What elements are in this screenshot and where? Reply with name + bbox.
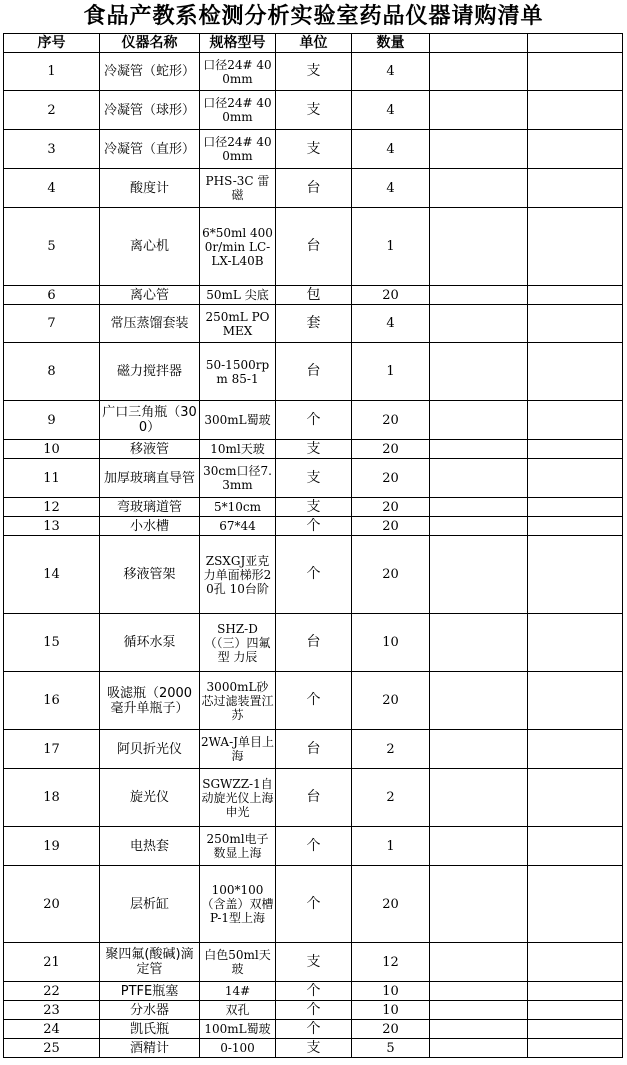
- cell-name: 广口三角瓶（300）: [100, 401, 200, 440]
- cell-qty: 20: [352, 517, 430, 536]
- cell-no: 1: [4, 53, 100, 91]
- cell-unit: 支: [276, 130, 352, 169]
- cell-blank: [430, 305, 528, 343]
- cell-name: 弯玻璃道管: [100, 498, 200, 517]
- table-row: [4, 730, 623, 769]
- cell-blank: [528, 305, 623, 343]
- cell-unit: 支: [276, 459, 352, 498]
- cell-qty: 20: [352, 459, 430, 498]
- cell-name: PTFE瓶塞: [100, 982, 200, 1001]
- cell-blank: [430, 672, 528, 730]
- cell-qty: 1: [352, 208, 430, 286]
- cell-spec: 2WA-J单目上海: [200, 730, 276, 769]
- cell-name: 循环水泵: [100, 614, 200, 672]
- cell-unit: 个: [276, 1001, 352, 1020]
- cell-blank: [528, 982, 623, 1001]
- table-row: [4, 517, 623, 536]
- purchase-table: [3, 33, 623, 1058]
- cell-blank: [430, 401, 528, 440]
- cell-no: 6: [4, 286, 100, 305]
- header-blank: [430, 34, 528, 53]
- cell-blank: [528, 1020, 623, 1039]
- cell-blank: [430, 1001, 528, 1020]
- cell-no: 24: [4, 1020, 100, 1039]
- page-title: 食品产教系检测分析实验室药品仪器请购清单: [83, 4, 544, 29]
- cell-qty: 20: [352, 866, 430, 943]
- cell-blank: [430, 91, 528, 130]
- cell-unit: 个: [276, 982, 352, 1001]
- cell-spec: PHS-3C 雷磁: [200, 169, 276, 208]
- cell-qty: 20: [352, 536, 430, 614]
- cell-blank: [430, 169, 528, 208]
- cell-spec: 250mL POMEX: [200, 305, 276, 343]
- cell-spec: 口径24# 400mm: [200, 91, 276, 130]
- cell-blank: [528, 866, 623, 943]
- cell-name: 酒精计: [100, 1039, 200, 1058]
- cell-no: 17: [4, 730, 100, 769]
- cell-no: 9: [4, 401, 100, 440]
- cell-blank: [528, 91, 623, 130]
- cell-no: 16: [4, 672, 100, 730]
- cell-spec: 50-1500rpm 85-1: [200, 343, 276, 401]
- cell-qty: 10: [352, 982, 430, 1001]
- cell-blank: [528, 536, 623, 614]
- cell-unit: 台: [276, 169, 352, 208]
- cell-qty: 10: [352, 1001, 430, 1020]
- cell-spec: 250ml电子数显上海: [200, 827, 276, 866]
- cell-no: 5: [4, 208, 100, 286]
- table-row: [4, 866, 623, 943]
- cell-blank: [528, 498, 623, 517]
- cell-blank: [528, 827, 623, 866]
- cell-spec: 5*10cm: [200, 498, 276, 517]
- header-qty: 数量: [352, 34, 430, 53]
- cell-spec: 14#: [200, 982, 276, 1001]
- cell-blank: [430, 440, 528, 459]
- cell-unit: 支: [276, 943, 352, 982]
- header-no: 序号: [4, 34, 100, 53]
- cell-name: 阿贝折光仪: [100, 730, 200, 769]
- cell-spec: 67*44: [200, 517, 276, 536]
- cell-blank: [430, 208, 528, 286]
- cell-qty: 10: [352, 614, 430, 672]
- cell-blank: [528, 517, 623, 536]
- cell-blank: [430, 827, 528, 866]
- cell-name: 冷凝管（蛇形）: [100, 53, 200, 91]
- cell-blank: [430, 498, 528, 517]
- cell-blank: [430, 1039, 528, 1058]
- cell-blank: [528, 459, 623, 498]
- cell-spec: 白色50ml天玻: [200, 943, 276, 982]
- cell-spec: 双孔: [200, 1001, 276, 1020]
- cell-unit: 支: [276, 440, 352, 459]
- cell-unit: 包: [276, 286, 352, 305]
- cell-no: 15: [4, 614, 100, 672]
- cell-no: 3: [4, 130, 100, 169]
- cell-spec: 50mL 尖底: [200, 286, 276, 305]
- table-row: [4, 769, 623, 827]
- header-spec: 规格型号: [200, 34, 276, 53]
- cell-no: 22: [4, 982, 100, 1001]
- cell-spec: 100mL蜀玻: [200, 1020, 276, 1039]
- table-row: [4, 305, 623, 343]
- cell-unit: 台: [276, 614, 352, 672]
- cell-qty: 2: [352, 769, 430, 827]
- cell-blank: [528, 169, 623, 208]
- cell-blank: [430, 130, 528, 169]
- table-row: [4, 343, 623, 401]
- table-row: [4, 169, 623, 208]
- cell-unit: 台: [276, 769, 352, 827]
- cell-name: 加厚玻璃直导管: [100, 459, 200, 498]
- table-row: [4, 286, 623, 305]
- cell-no: 20: [4, 866, 100, 943]
- cell-blank: [528, 401, 623, 440]
- cell-unit: 个: [276, 827, 352, 866]
- cell-blank: [430, 53, 528, 91]
- table-row: [4, 614, 623, 672]
- cell-spec: 口径24# 400mm: [200, 53, 276, 91]
- cell-blank: [430, 982, 528, 1001]
- cell-spec: 3000mL砂芯过滤装置江苏: [200, 672, 276, 730]
- cell-unit: 支: [276, 498, 352, 517]
- cell-qty: 1: [352, 343, 430, 401]
- cell-name: 小水槽: [100, 517, 200, 536]
- cell-no: 4: [4, 169, 100, 208]
- cell-name: 冷凝管（球形）: [100, 91, 200, 130]
- table-row: [4, 53, 623, 91]
- cell-unit: 台: [276, 730, 352, 769]
- table-row: [4, 440, 623, 459]
- cell-blank: [528, 1001, 623, 1020]
- table-row: [4, 672, 623, 730]
- cell-no: 7: [4, 305, 100, 343]
- cell-blank: [528, 1039, 623, 1058]
- header-blank: [528, 34, 623, 53]
- cell-blank: [528, 730, 623, 769]
- cell-spec: 300mL蜀玻: [200, 401, 276, 440]
- cell-qty: 4: [352, 130, 430, 169]
- cell-spec: 30cm口径7.3mm: [200, 459, 276, 498]
- cell-blank: [430, 459, 528, 498]
- cell-qty: 20: [352, 498, 430, 517]
- cell-no: 19: [4, 827, 100, 866]
- cell-blank: [528, 286, 623, 305]
- cell-spec: SHZ-D（（三）四氟型 力辰: [200, 614, 276, 672]
- cell-name: 旋光仪: [100, 769, 200, 827]
- cell-unit: 个: [276, 517, 352, 536]
- cell-qty: 4: [352, 53, 430, 91]
- cell-no: 23: [4, 1001, 100, 1020]
- cell-qty: 20: [352, 286, 430, 305]
- header-name: 仪器名称: [100, 34, 200, 53]
- cell-unit: 支: [276, 91, 352, 130]
- cell-name: 凯氏瓶: [100, 1020, 200, 1039]
- table-row: [4, 401, 623, 440]
- cell-no: 13: [4, 517, 100, 536]
- cell-qty: 20: [352, 1020, 430, 1039]
- cell-no: 8: [4, 343, 100, 401]
- cell-name: 常压蒸馏套装: [100, 305, 200, 343]
- cell-name: 电热套: [100, 827, 200, 866]
- cell-name: 冷凝管（直形）: [100, 130, 200, 169]
- cell-unit: 个: [276, 866, 352, 943]
- table-row: [4, 208, 623, 286]
- table-row: [4, 1001, 623, 1020]
- cell-no: 10: [4, 440, 100, 459]
- table-row: [4, 130, 623, 169]
- cell-blank: [430, 343, 528, 401]
- cell-blank: [430, 730, 528, 769]
- cell-qty: 1: [352, 827, 430, 866]
- cell-no: 12: [4, 498, 100, 517]
- header-unit: 单位: [276, 34, 352, 53]
- cell-name: 磁力搅拌器: [100, 343, 200, 401]
- cell-name: 吸滤瓶（2000毫升单瓶子）: [100, 672, 200, 730]
- cell-spec: 6*50ml 4000r/min LC-LX-L40B: [200, 208, 276, 286]
- table-row: [4, 943, 623, 982]
- table-row: [4, 498, 623, 517]
- cell-name: 移液管架: [100, 536, 200, 614]
- cell-unit: 台: [276, 208, 352, 286]
- cell-spec: 10ml天玻: [200, 440, 276, 459]
- cell-unit: 个: [276, 401, 352, 440]
- cell-no: 14: [4, 536, 100, 614]
- cell-no: 2: [4, 91, 100, 130]
- cell-unit: 台: [276, 343, 352, 401]
- cell-blank: [528, 769, 623, 827]
- cell-name: 离心机: [100, 208, 200, 286]
- cell-blank: [528, 943, 623, 982]
- cell-blank: [528, 440, 623, 459]
- cell-qty: 20: [352, 440, 430, 459]
- table-row: [4, 1039, 623, 1058]
- cell-no: 18: [4, 769, 100, 827]
- cell-no: 25: [4, 1039, 100, 1058]
- cell-qty: 2: [352, 730, 430, 769]
- cell-blank: [430, 517, 528, 536]
- cell-qty: 5: [352, 1039, 430, 1058]
- cell-qty: 4: [352, 305, 430, 343]
- cell-spec: 口径24# 400mm: [200, 130, 276, 169]
- cell-blank: [430, 943, 528, 982]
- cell-qty: 4: [352, 169, 430, 208]
- cell-qty: 20: [352, 401, 430, 440]
- cell-blank: [528, 53, 623, 91]
- cell-blank: [528, 208, 623, 286]
- cell-name: 离心管: [100, 286, 200, 305]
- cell-spec: SGWZZ-1自动旋光仪上海申光: [200, 769, 276, 827]
- cell-unit: 支: [276, 53, 352, 91]
- table-row: [4, 982, 623, 1001]
- cell-unit: 个: [276, 1020, 352, 1039]
- cell-blank: [430, 536, 528, 614]
- table-row: [4, 1020, 623, 1039]
- cell-name: 聚四氟(酸碱)滴定管: [100, 943, 200, 982]
- cell-blank: [430, 614, 528, 672]
- cell-spec: 100*100（含盖）双槽P-1型上海: [200, 866, 276, 943]
- cell-blank: [430, 866, 528, 943]
- cell-blank: [528, 343, 623, 401]
- cell-no: 11: [4, 459, 100, 498]
- cell-name: 移液管: [100, 440, 200, 459]
- table-row: [4, 91, 623, 130]
- cell-unit: 支: [276, 1039, 352, 1058]
- cell-spec: 0-100: [200, 1039, 276, 1058]
- cell-no: 21: [4, 943, 100, 982]
- cell-qty: 20: [352, 672, 430, 730]
- table-row: [4, 459, 623, 498]
- cell-blank: [528, 130, 623, 169]
- cell-unit: 套: [276, 305, 352, 343]
- cell-blank: [430, 286, 528, 305]
- cell-qty: 12: [352, 943, 430, 982]
- cell-unit: 个: [276, 672, 352, 730]
- cell-blank: [528, 614, 623, 672]
- table-row: [4, 536, 623, 614]
- cell-name: 酸度计: [100, 169, 200, 208]
- cell-qty: 4: [352, 91, 430, 130]
- cell-blank: [528, 672, 623, 730]
- header-row: [4, 34, 623, 53]
- cell-blank: [430, 769, 528, 827]
- cell-spec: ZSXGJ亚克力单面梯形20孔 10台阶: [200, 536, 276, 614]
- cell-blank: [430, 1020, 528, 1039]
- table-row: [4, 827, 623, 866]
- cell-unit: 个: [276, 536, 352, 614]
- cell-name: 层析缸: [100, 866, 200, 943]
- cell-name: 分水器: [100, 1001, 200, 1020]
